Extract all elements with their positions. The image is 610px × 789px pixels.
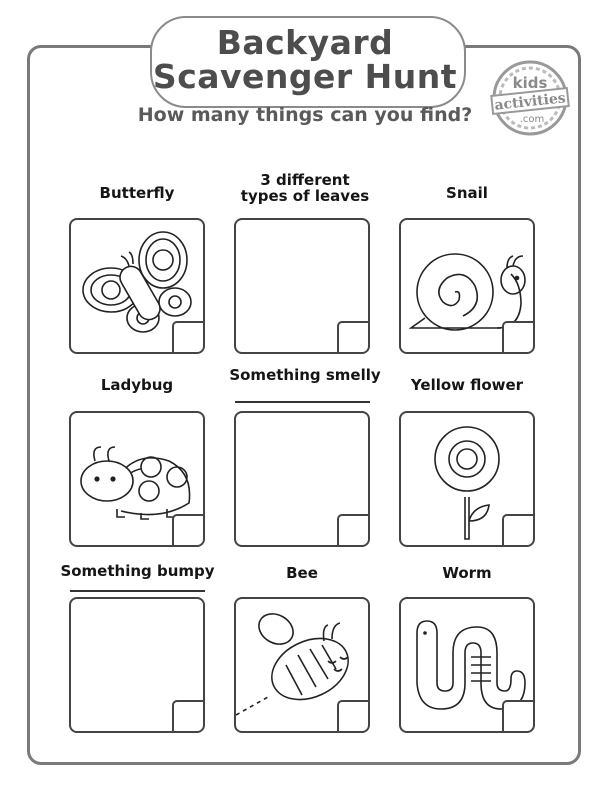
item-box-ladybug — [69, 411, 205, 547]
checkbox-butterfly[interactable] — [172, 321, 205, 354]
item-box-butterfly — [69, 218, 205, 354]
page-subtitle: How many things can you find? — [137, 104, 473, 126]
item-box-worm — [399, 597, 535, 733]
item-box-bumpy — [69, 597, 205, 733]
checkbox-leaves[interactable] — [337, 321, 370, 354]
item-label-worm: Worm — [442, 564, 492, 582]
item-label-leaves-line1: 3 different — [260, 171, 350, 189]
item-label-snail: Snail — [446, 184, 488, 202]
checkbox-ladybug[interactable] — [172, 514, 205, 547]
item-label-butterfly: Butterfly — [99, 184, 175, 202]
item-box-smelly — [234, 411, 370, 547]
checkbox-smelly[interactable] — [337, 514, 370, 547]
item-label-flower: Yellow flower — [410, 376, 524, 394]
svg-text:.com: .com — [519, 114, 545, 125]
checkbox-flower[interactable] — [502, 514, 535, 547]
fill-in-line-smelly[interactable] — [235, 401, 370, 403]
item-label-ladybug: Ladybug — [100, 376, 174, 394]
item-label-smelly: Something smelly — [229, 366, 381, 384]
checkbox-bumpy[interactable] — [172, 700, 205, 733]
item-label-bumpy: Something bumpy — [60, 562, 215, 580]
checkbox-worm[interactable] — [502, 700, 535, 733]
item-label-bee: Bee — [286, 564, 318, 582]
kids-activities-logo-icon — [490, 58, 570, 138]
item-box-bee — [234, 597, 370, 733]
checkbox-bee[interactable] — [337, 700, 370, 733]
page-title-line1: Backyard — [216, 23, 394, 62]
page-title-line2: Scavenger Hunt — [152, 57, 458, 96]
svg-text:kids: kids — [512, 74, 548, 92]
item-box-flower — [399, 411, 535, 547]
item-label-leaves — [220, 172, 390, 204]
item-box-snail — [399, 218, 535, 354]
item-label-leaves-line2: types of leaves — [240, 187, 370, 205]
item-box-leaves — [234, 218, 370, 354]
svg-text:activities: activities — [493, 90, 567, 114]
checkbox-snail[interactable] — [502, 321, 535, 354]
fill-in-line-bumpy[interactable] — [70, 590, 205, 592]
